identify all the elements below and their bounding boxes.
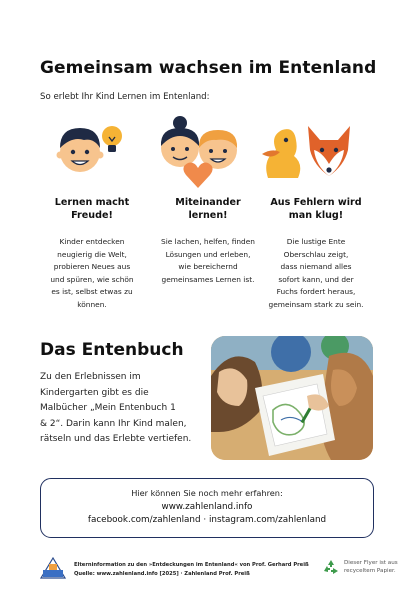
- info-heading: Hier können Sie noch mehr erfahren:: [131, 488, 283, 498]
- column-3-title-line-1: Aus Fehlern wird: [270, 197, 362, 208]
- entenbuch-text: [40, 370, 202, 448]
- website-link[interactable]: www.zahlenland.info: [161, 502, 253, 512]
- column-1-title-line-1: Lernen macht: [54, 197, 130, 208]
- recycled-paper-note: [344, 559, 404, 575]
- text-line: Zu den Erlebnissen im: [40, 372, 141, 382]
- zahlenland-logo: [40, 556, 66, 580]
- boy-with-lightbulb-icon: [54, 118, 126, 178]
- text-line: probieren Neues aus: [53, 262, 131, 272]
- column-2-title-line-2: lernen!: [188, 210, 228, 221]
- entenbuch-heading: Das Entenbuch: [40, 340, 184, 360]
- text-line: und spüren, wie schön: [50, 274, 134, 284]
- text-line: wie bereichernd: [178, 262, 238, 272]
- column-1-title-line-2: Freude!: [71, 210, 113, 221]
- text-line: Die lustige Ente: [286, 237, 346, 246]
- recycling-icon: [322, 558, 340, 576]
- column-1-text: [33, 236, 151, 312]
- recycled-line-1: Dieser Flyer ist aus: [344, 560, 398, 566]
- page-title: Gemeinsam wachsen im Entenland: [40, 58, 377, 78]
- info-box: [40, 478, 374, 538]
- text-line: Sie lachen, helfen, finden: [161, 237, 255, 246]
- text-line: können.: [77, 299, 107, 309]
- column-1-title: [37, 196, 147, 222]
- children-drawing-photo: [211, 336, 373, 460]
- text-line: es ist, selbst etwas zu: [51, 287, 133, 297]
- text-line: gemeinsam stark zu sein.: [268, 299, 364, 309]
- two-kids-with-heart-icon: [150, 112, 246, 190]
- text-line: dass niemand alles: [280, 262, 352, 272]
- recycled-line-2: recyceltem Papier.: [344, 568, 396, 574]
- footer-line-2: Quelle: www.zahlenland.info [2025] · Zahlenland Prof. Preiß: [74, 570, 250, 577]
- column-2-title: [153, 196, 263, 222]
- text-line: Malbücher „Mein Entenbuch 1: [40, 403, 176, 413]
- column-2-text: [149, 236, 267, 286]
- text-line: & 2“. Darin kann Ihr Kind malen,: [40, 418, 187, 429]
- duck-and-fox-icon: [258, 120, 358, 182]
- intro-text: So erlebt Ihr Kind Lernen im Entenland:: [40, 92, 210, 102]
- social-links[interactable]: facebook.com/zahlenland · instagram.com/zahlenland: [87, 515, 327, 525]
- footer-line-1: Elterninformation zu den »Entdeckungen im Entenland« von Prof. Gerhard Preiß: [74, 562, 309, 568]
- column-2-title-line-1: Miteinander: [175, 197, 241, 208]
- text-line: Lösungen und erleben,: [165, 249, 251, 259]
- column-3-title: [261, 196, 371, 222]
- column-3-text: [257, 236, 375, 312]
- text-line: Kindergarten gibt es die: [40, 387, 149, 398]
- text-line: Kinder entdecken: [59, 237, 125, 246]
- text-line: rätseln und das Erlebte vertiefen.: [40, 434, 192, 444]
- text-line: Fuchs fordert heraus,: [276, 287, 356, 297]
- text-line: Oberschlau zeigt,: [283, 249, 349, 259]
- text-line: neugierig die Welt,: [57, 249, 127, 259]
- footer-credits: [74, 561, 309, 578]
- text-line: sofort kann, und der: [278, 274, 354, 284]
- text-line: gemeinsames Lernen ist.: [161, 274, 255, 284]
- column-3-title-line-2: man klug!: [288, 210, 344, 221]
